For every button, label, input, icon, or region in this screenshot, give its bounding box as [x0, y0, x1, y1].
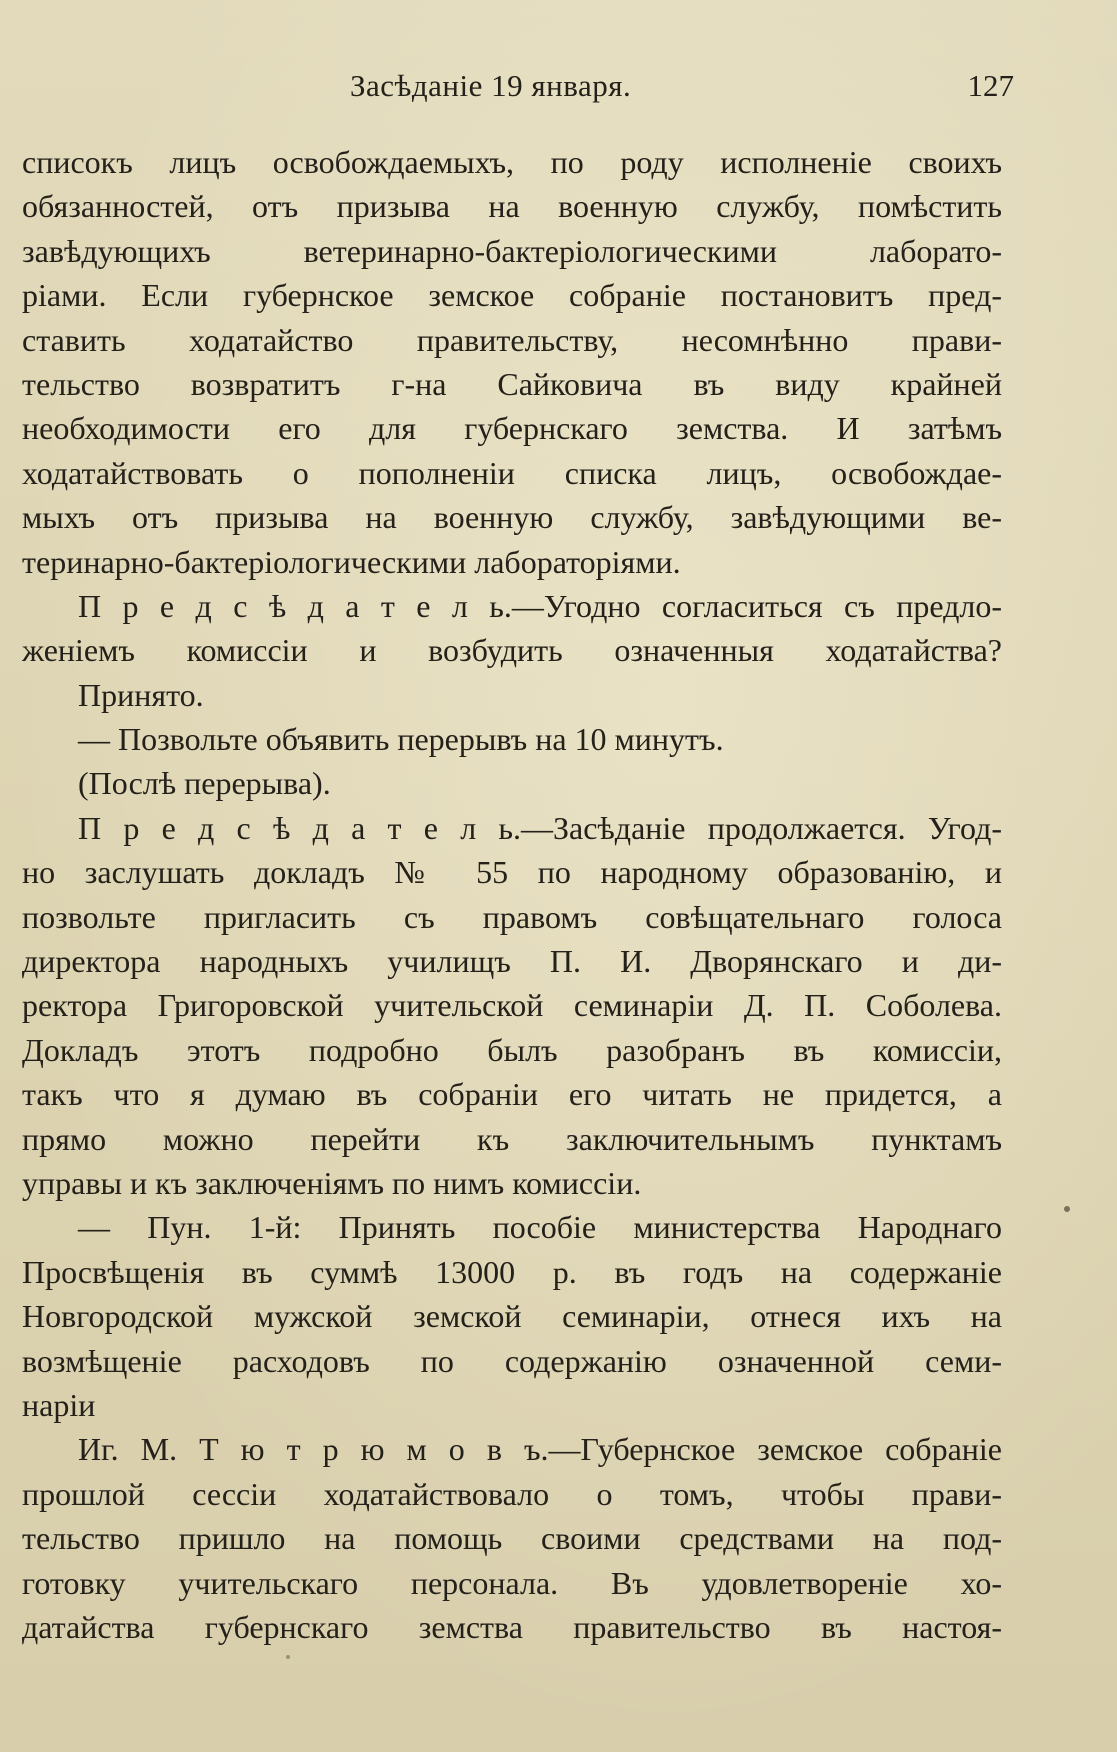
text-line: Принято. [78, 676, 204, 713]
text-line: списокъ лицъ освобождаемыхъ, по роду исполненіе своихъ [22, 144, 1002, 180]
text-line: — Позвольте объявить перерывъ на 10 минутъ. [78, 721, 724, 758]
ink-spot [1064, 1206, 1070, 1212]
text-line: (Послѣ перерыва). [78, 765, 331, 802]
text-line: женіемъ комиссіи и возбудить означенныя ходатайства? [22, 632, 1002, 669]
text-line: — Пун. 1-й: Принять пособіе министерства Народнаго [78, 1209, 1002, 1246]
text-line: управы и къ заключеніямъ по нимъ комиссіи. [22, 1164, 642, 1201]
running-title: Засѣданіе 19 января. [350, 68, 632, 103]
speaker-line: П р е д с ѣ д а т е л ь.—Угодно согласиться съ предло- [78, 587, 1002, 624]
text-line: необходимости его для губернскаго земства. И затѣмъ [22, 410, 1002, 447]
text-line: возмѣщеніе расходовъ по содержанію означенной семи- [22, 1342, 1002, 1379]
text-line: прямо можно перейти къ заключительнымъ пунктамъ [22, 1120, 1002, 1157]
page-number: 127 [967, 68, 1014, 103]
text-line: ходатайствовать о пополненіи списка лицъ, освобождае- [22, 454, 1002, 491]
text-line: Докладъ этотъ подробно былъ разобранъ въ комиссіи, [22, 1031, 1002, 1068]
text-line: ректора Григоровской учительской семинаріи Д. П. Соболева. [22, 987, 1002, 1024]
text-line: но заслушать докладъ № 55 по народному образованію, и [22, 854, 1002, 891]
text-line: прошлой сессіи ходатайствовало о томъ, чтобы прави- [22, 1475, 1002, 1512]
text-line: наріи [22, 1386, 96, 1423]
text-line: такъ что я думаю въ собраніи его читать не придется, а [22, 1076, 1002, 1113]
text-line: тельство возвратитъ г-на Сайковича въ виду крайней [22, 365, 1002, 402]
text-line: готовку учительскаго персонала. Въ удовлетвореніе хо- [22, 1564, 1002, 1601]
text-line: Просвѣщенія въ суммѣ 13000 р. въ годъ на содержаніе [22, 1253, 1002, 1290]
text-line: теринарно-бактеріологическими лабораторіями. [22, 543, 681, 580]
text-line: тельство пришло на помощь своими средствами на под- [22, 1520, 1002, 1557]
text-line: позвольте пригласить съ правомъ совѣщательнаго голоса [22, 898, 1002, 935]
text-line: ставить ходатайство правительству, несомнѣнно прави- [22, 321, 1002, 358]
speaker-line: П р е д с ѣ д а т е л ь.—Засѣданіе продолжается. Угод- [78, 809, 1002, 846]
text-line: завѣдующихъ ветеринарно-бактеріологическими лаборато- [22, 232, 1002, 269]
text-line: обязанностей, отъ призыва на военную службу, помѣстить [22, 188, 1002, 225]
body-text [22, 140, 1002, 1649]
text-line: мыхъ отъ призыва на военную службу, завѣдующими ве- [22, 499, 1002, 536]
ink-spot [286, 1655, 290, 1659]
text-line: датайства губернскаго земства правительство въ настоя- [22, 1608, 1002, 1645]
speaker-line: Иг. М. Т ю т р ю м о в ъ.—Губернское земское собраніе [78, 1431, 1002, 1468]
text-line: директора народныхъ училищъ П. И. Дворянскаго и ди- [22, 943, 1002, 980]
text-line: ріами. Если губернское земское собраніе постановитъ пред- [22, 277, 1002, 314]
page-header [30, 68, 1030, 108]
text-line: Новгородской мужской земской семинаріи, отнеся ихъ на [22, 1298, 1002, 1335]
